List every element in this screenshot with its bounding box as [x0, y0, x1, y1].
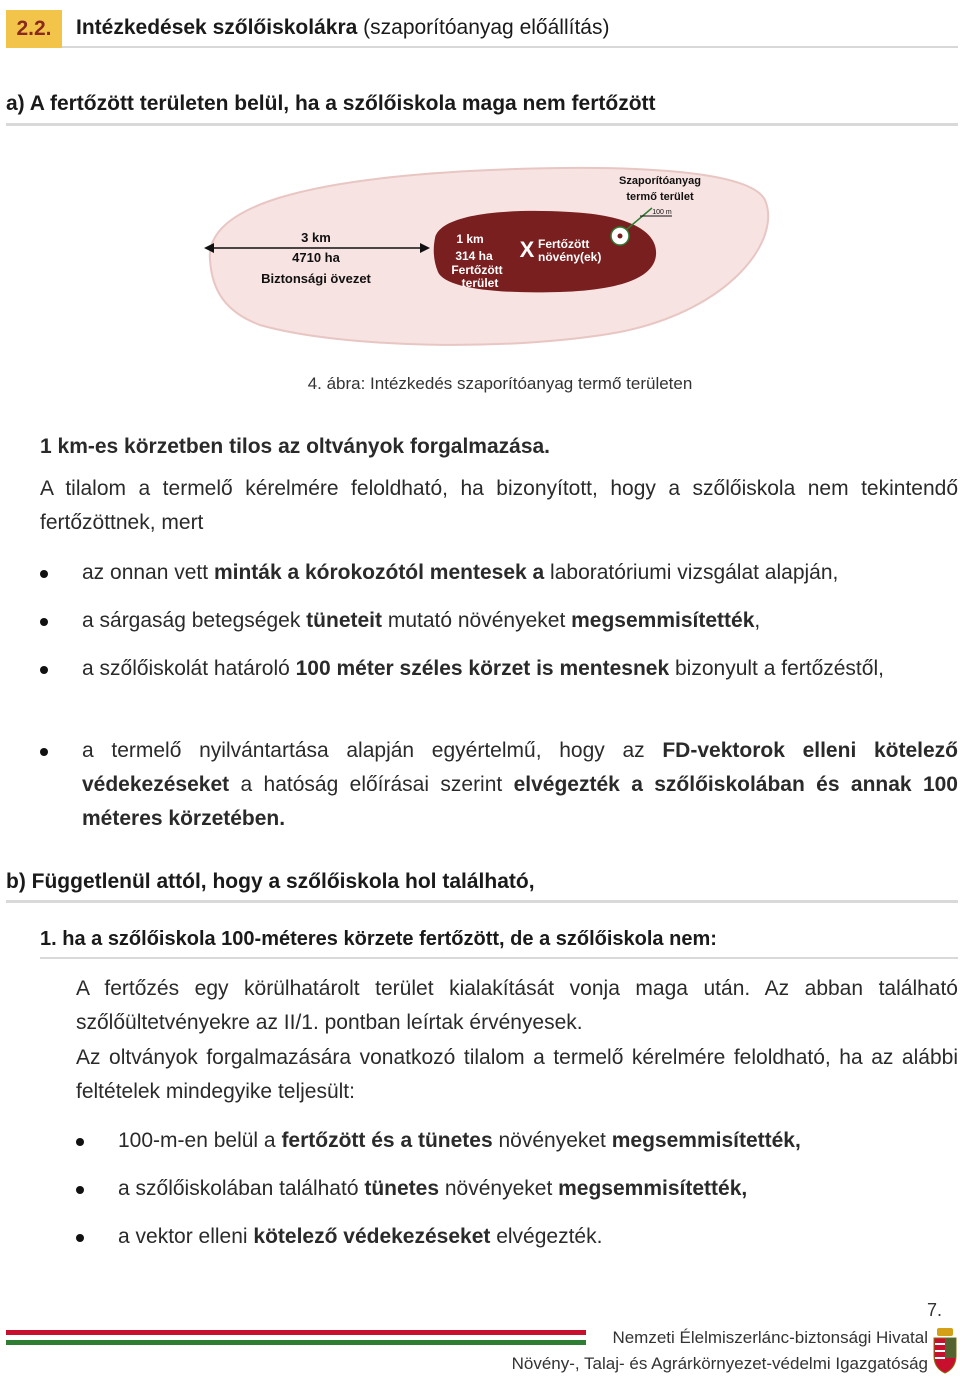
outer-label-distance: 3 km	[301, 230, 331, 245]
coat-of-arms-icon	[932, 1326, 958, 1374]
bullet-text: bizonyult a fertőzéstől,	[669, 657, 884, 680]
part-b-bullet-2	[118, 1172, 747, 1206]
section-title-bold: Intézkedések szőlőiskolákra	[76, 16, 358, 39]
inner-label-distance: 1 km	[456, 232, 484, 246]
stripe-green	[6, 1340, 586, 1345]
bullet-dot	[76, 1138, 84, 1146]
footer-organization: Nemzeti Élelmiszerlánc-biztonsági Hivatal	[612, 1328, 928, 1347]
bullet-text: mutató növényeket	[382, 609, 572, 632]
inner-label-name-1: Fertőzött	[451, 263, 503, 277]
part-b-divider	[6, 900, 958, 903]
bullet-text: az onnan vett	[82, 561, 214, 584]
bullet-text-bold: FD-vektorok elleni kötelező védekezéseket	[82, 739, 958, 796]
bullet-text: ,	[754, 609, 761, 632]
prohibition-rule: 1 km-es körzetben tilos az oltványok forgalmazása.	[40, 435, 551, 458]
infection-zone-diagram	[190, 160, 780, 350]
bullet-dot	[40, 618, 48, 626]
bullet-dot	[40, 570, 48, 578]
bullet-text-bold: fertőzött és a tünetes	[281, 1129, 493, 1152]
bullet-text-bold: 100 méter széles körzet is mentesnek	[295, 657, 670, 680]
part-b-paragraph-2: Az oltványok forgalmazására vonatkozó tilalom a termelő kérelmére feloldható, ha az alábbi feltételek mindegyike teljesült:	[76, 1046, 958, 1103]
bullet-dot	[76, 1234, 84, 1242]
stripe-white	[6, 1335, 586, 1340]
part-a-intro: A tilalom a termelő kérelmére feloldható, ha bizonyított, hogy a szőlőiskola nem tekintendő fertőzöttnek, mert	[40, 477, 958, 534]
bullet-text-bold: kötelező védekezéseket	[253, 1225, 491, 1248]
bullet-text-bold: elvégezték a szőlőiskolában és annak 100 méteres körzetében.	[82, 773, 958, 830]
part-a-bullet-3	[82, 652, 958, 686]
bullet-text: a szőlőiskolában található	[118, 1177, 365, 1200]
bullet-text: növényeket	[439, 1177, 559, 1200]
bullet-text: a hatóság előírásai szerint	[229, 773, 514, 796]
infected-plant-label-1: Fertőzött	[538, 237, 590, 251]
figure-caption: 4. ábra: Intézkedés szaporítóanyag termő területen	[307, 374, 693, 393]
section-title	[76, 16, 609, 40]
bullet-text-bold: minták a kórokozótól mentesek a	[213, 561, 545, 584]
bullet-text: 100-m-en belül a	[118, 1129, 282, 1152]
part-b-subheading: 1. ha a szőlőiskola 100-méteres körzete fertőzött, de a szőlőiskola nem:	[40, 928, 717, 950]
infected-plant-label-2: növény(ek)	[538, 250, 602, 264]
nursery-center-dot	[618, 234, 623, 239]
crown-shape	[937, 1328, 953, 1336]
nursery-label-2: termő terület	[626, 191, 694, 203]
section-number: 2.2.	[6, 10, 62, 48]
part-b-sub-divider	[40, 957, 958, 959]
nursery-radius-label: 100 m	[652, 209, 672, 216]
inner-label-area: 314 ha	[455, 249, 493, 263]
part-b-heading: b) Függetlenül attól, hogy a szőlőiskola hol található,	[6, 870, 535, 893]
footer-flag-stripes	[6, 1328, 586, 1350]
bullet-text-bold: megsemmisítették,	[558, 1177, 748, 1200]
part-a-bullet-1	[82, 556, 958, 590]
section-divider	[62, 46, 958, 48]
inner-label-name-2: terület	[461, 276, 499, 290]
outer-label-name: Biztonsági övezet	[261, 271, 371, 286]
nursery-label-1: Szaporítóanyag	[619, 175, 701, 187]
footer-directorate: Növény-, Talaj- és Agrárkörnyezet-védelmi Igazgatóság	[511, 1354, 928, 1373]
part-b-bullet-3	[118, 1220, 602, 1254]
bullet-dot	[76, 1186, 84, 1194]
bullet-text-bold: tüneteit	[306, 609, 382, 632]
section-title-rest: (szaporítóanyag előállítás)	[357, 16, 610, 39]
part-a-bullet-4	[82, 734, 958, 836]
part-a-divider	[6, 123, 958, 126]
bullet-text: a termelő nyilvántartása alapján egyértelmű, hogy az	[82, 739, 663, 762]
bullet-text: a sárgaság betegségek	[82, 609, 307, 632]
bullet-text-bold: megsemmisítették	[571, 609, 755, 632]
radius-arrow-left-head	[204, 243, 214, 253]
part-b-paragraph-1: A fertőzés egy körülhatárolt terület kialakítását vonja maga után. Az abban található szőlőültetvényekre az II/1. pontban leírtak érvényesek.	[76, 977, 958, 1034]
bullet-text-bold: megsemmisítették,	[611, 1129, 801, 1152]
part-a-heading: a) A fertőzött területen belül, ha a szőlőiskola maga nem fertőzött	[6, 92, 656, 115]
shield-right-field	[945, 1338, 956, 1358]
page-number: 7.	[926, 1300, 942, 1320]
bullet-text: a vektor elleni	[118, 1225, 254, 1248]
part-a-bullet-2	[82, 604, 958, 638]
bullet-text: a szőlőiskolát határoló	[82, 657, 296, 680]
infected-plant-x-mark: X	[519, 237, 535, 262]
part-b-bullet-1	[118, 1124, 801, 1158]
outer-label-area: 4710 ha	[292, 250, 340, 265]
bullet-dot	[40, 748, 48, 756]
bullet-text: növényeket	[492, 1129, 612, 1152]
stripe-red	[6, 1330, 586, 1335]
bullet-text: laboratóriumi vizsgálat alapján,	[544, 561, 839, 584]
bullet-text: elvégezték.	[490, 1225, 603, 1248]
bullet-dot	[40, 666, 48, 674]
bullet-text-bold: tünetes	[364, 1177, 440, 1200]
